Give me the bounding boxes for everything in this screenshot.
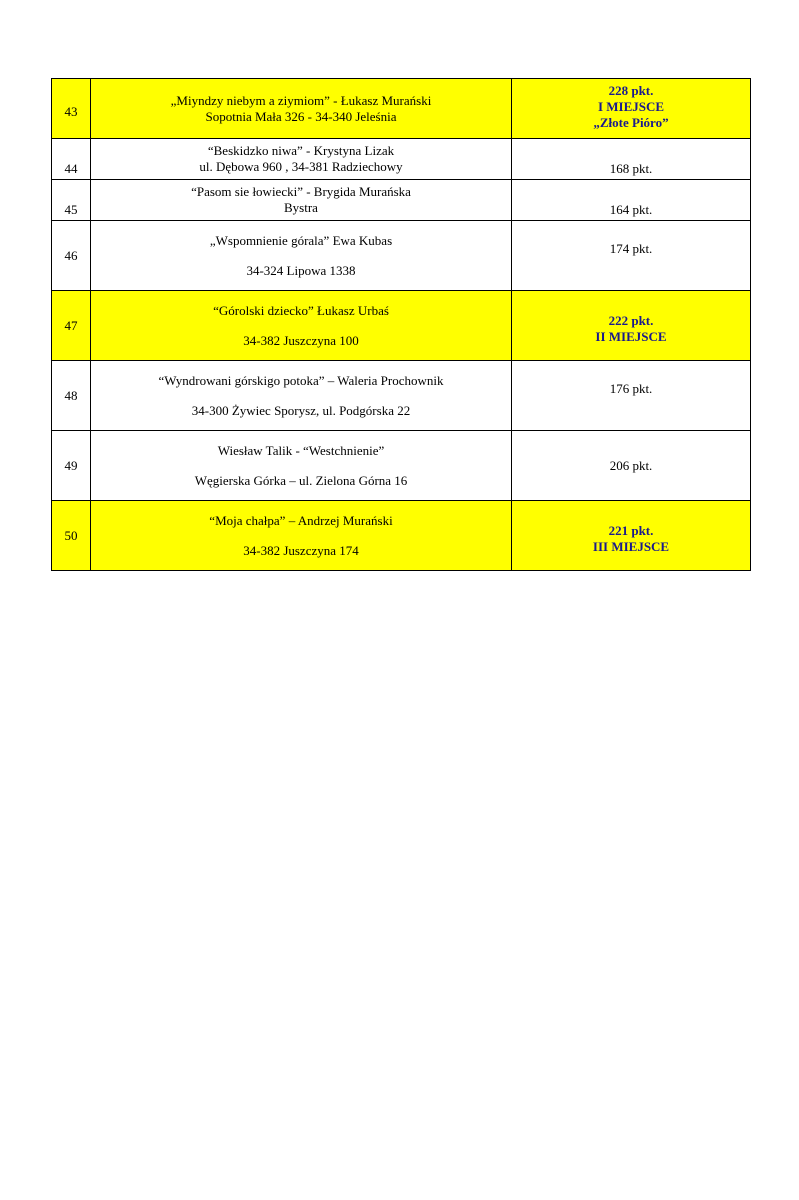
entry-number: 48 xyxy=(52,361,91,431)
line-gap xyxy=(91,529,511,543)
entry-score xyxy=(512,79,751,139)
line-gap xyxy=(91,319,511,333)
entry-title-author: “Wyndrowani górskigo potoka” – Waleria Prochownik xyxy=(158,372,444,388)
score-points: 164 pkt. xyxy=(609,202,653,217)
line-gap xyxy=(91,249,511,263)
entry-details xyxy=(91,501,512,571)
entry-title-author: Wiesław Talik - “Westchnienie” xyxy=(217,442,385,458)
entry-address: Sopotnia Mała 326 - 34-340 Jeleśnia xyxy=(205,108,397,124)
entry-title-author: „Wspomnienie górala” Ewa Kubas xyxy=(209,232,393,248)
entry-details xyxy=(91,361,512,431)
entry-score xyxy=(512,221,751,291)
entry-title-author: “Pasom sie łowiecki” - Brygida Murańska xyxy=(191,184,411,199)
score-points: 228 pkt. xyxy=(608,83,654,98)
results-table xyxy=(51,78,751,571)
entry-number: 50 xyxy=(52,501,91,571)
entry-address: 34-382 Juszczyna 174 xyxy=(243,542,359,558)
score-points: 222 pkt. xyxy=(608,313,654,328)
score-points: 176 pkt. xyxy=(609,381,653,396)
entry-address: Bystra xyxy=(284,200,318,215)
entry-title-author: “Beskidzko niwa” - Krystyna Lizak xyxy=(207,143,395,158)
entry-address: 34-300 Żywiec Sporysz, ul. Podgórska 22 xyxy=(191,402,411,418)
score-place: I MIEJSCE xyxy=(597,99,665,114)
entry-details xyxy=(91,221,512,291)
entry-number: 46 xyxy=(52,221,91,291)
entry-number: 44 xyxy=(52,139,91,180)
table-row xyxy=(52,139,751,180)
entry-score xyxy=(512,139,751,180)
score-points: 168 pkt. xyxy=(609,161,653,176)
table-row xyxy=(52,180,751,221)
entry-score xyxy=(512,431,751,501)
table-row xyxy=(52,221,751,291)
table-row xyxy=(52,79,751,139)
entry-details xyxy=(91,291,512,361)
entry-details xyxy=(91,79,512,139)
entry-address: 34-324 Lipowa 1338 xyxy=(246,262,356,278)
line-gap xyxy=(91,389,511,403)
entry-score xyxy=(512,361,751,431)
entry-score xyxy=(512,291,751,361)
entry-number: 47 xyxy=(52,291,91,361)
entry-title-author: „Miyndzy niebym a ziymiom” - Łukasz Murański xyxy=(170,92,432,108)
entry-title-author: “Moja chałpa” – Andrzej Murański xyxy=(209,512,393,528)
entry-score xyxy=(512,180,751,221)
table-row xyxy=(52,291,751,361)
table-row xyxy=(52,431,751,501)
score-award: „Złote Pióro” xyxy=(593,115,669,130)
score-points: 174 pkt. xyxy=(609,241,653,256)
entry-number: 43 xyxy=(52,79,91,139)
entry-details xyxy=(91,139,512,180)
entry-number: 49 xyxy=(52,431,91,501)
line-gap xyxy=(91,459,511,473)
table-row xyxy=(52,501,751,571)
entry-number: 45 xyxy=(52,180,91,221)
entry-address: Węgierska Górka – ul. Zielona Górna 16 xyxy=(194,472,408,488)
table-row xyxy=(52,361,751,431)
entry-details xyxy=(91,431,512,501)
entry-score xyxy=(512,501,751,571)
score-points: 221 pkt. xyxy=(608,523,654,538)
entry-details xyxy=(91,180,512,221)
score-points: 206 pkt. xyxy=(609,457,653,473)
entry-address: 34-382 Juszczyna 100 xyxy=(243,332,359,348)
entry-address: ul. Dębowa 960 , 34-381 Radziechowy xyxy=(199,159,403,174)
score-place: II MIEJSCE xyxy=(595,329,667,344)
entry-title-author: “Górolski dziecko” Łukasz Urbaś xyxy=(213,302,389,318)
score-place: III MIEJSCE xyxy=(592,539,670,554)
